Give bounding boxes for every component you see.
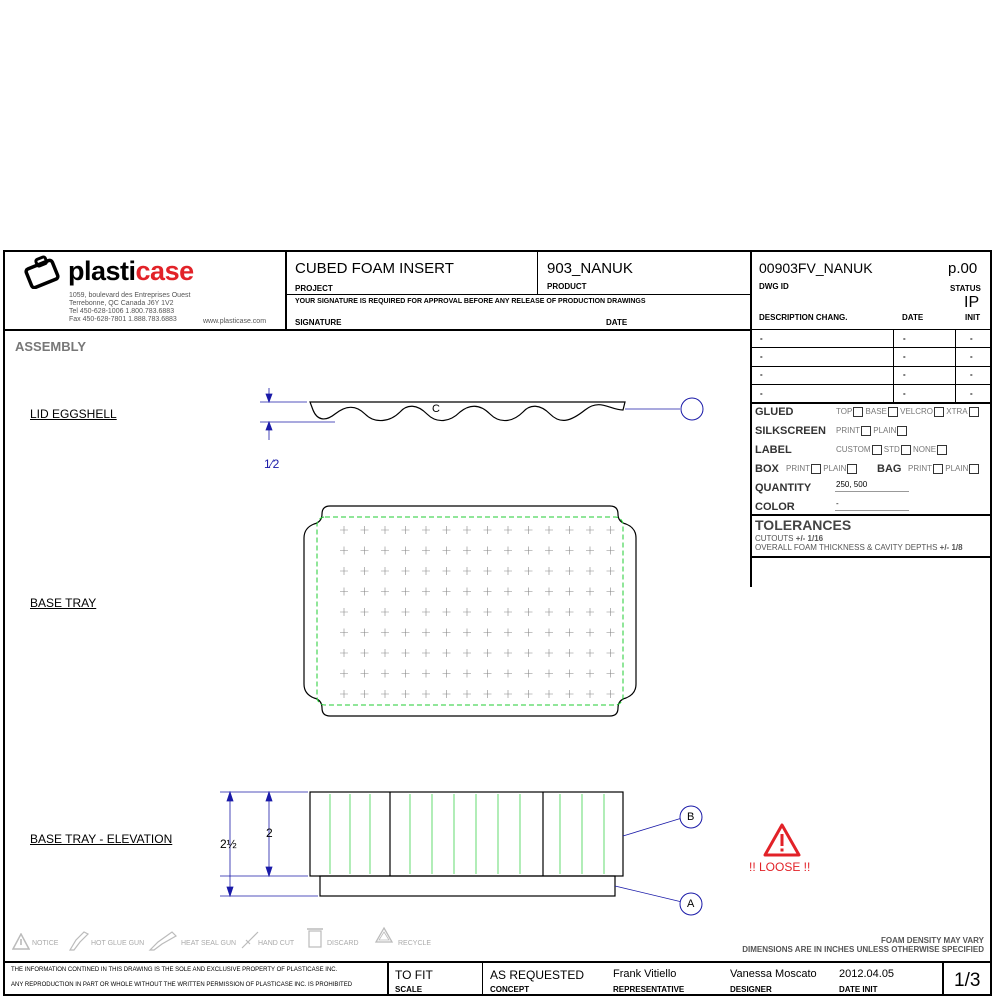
hot-glue-gun-icon: [68, 928, 90, 952]
grid-cross-mark: [545, 608, 553, 616]
grid-cross-mark: [566, 670, 574, 678]
divider-v: [955, 330, 956, 402]
revision-init: -: [970, 370, 973, 379]
grid-cross-mark: [525, 567, 533, 575]
signature-label: SIGNATURE: [295, 318, 342, 327]
revision-date: -: [903, 352, 906, 361]
grid-cross-mark: [566, 547, 574, 555]
revision-init: -: [970, 389, 973, 398]
grid-cross-mark: [381, 608, 389, 616]
brand-name: plasticase: [68, 256, 194, 286]
dwg-id-label: DWG ID: [759, 282, 789, 291]
description-change-label: DESCRIPTION CHANG.: [759, 313, 848, 322]
grid-cross-mark: [361, 567, 369, 575]
quantity-value: 250, 500: [836, 480, 868, 489]
divider-v: [942, 962, 944, 996]
view-label-base: BASE TRAY: [30, 596, 97, 610]
grid-cross-mark: [484, 526, 492, 534]
grid-cross-mark: [463, 547, 471, 555]
grid-cross-mark: [525, 690, 533, 698]
grid-cross-mark: [422, 567, 430, 575]
revision-date: -: [903, 389, 906, 398]
grid-cross-mark: [566, 608, 574, 616]
glued-options: TOP BASE VELCRO XTRA: [836, 407, 979, 417]
box-label: BOX: [755, 463, 779, 475]
project-value: CUBED FOAM INSERT: [295, 260, 454, 277]
silkscreen-options: PRINT PLAIN: [836, 426, 907, 436]
grid-cross-mark: [545, 547, 553, 555]
grid-cross-mark: [402, 526, 410, 534]
grid-cross-mark: [525, 547, 533, 555]
grid-cross-mark: [361, 649, 369, 657]
signature-date-label: DATE: [606, 318, 628, 327]
grid-cross-mark: [340, 670, 348, 678]
bag-print-checkbox[interactable]: [933, 464, 943, 474]
quantity-underline: [835, 491, 909, 492]
page-number: p.00: [948, 260, 978, 277]
grid-cross-mark: [484, 608, 492, 616]
glued-velcro-checkbox[interactable]: [934, 407, 944, 417]
scale-label: SCALE: [395, 985, 423, 994]
grid-cross-mark: [422, 629, 430, 637]
grid-cross-mark: [586, 649, 594, 657]
project-label: PROJECT: [295, 284, 333, 293]
briefcase-logo-icon: [24, 253, 64, 289]
grid-cross-mark: [525, 629, 533, 637]
grid-cross-mark: [402, 670, 410, 678]
grid-cross-mark: [607, 547, 615, 555]
representative-value: Frank Vitiello: [613, 968, 677, 980]
grid-cross-mark: [361, 690, 369, 698]
revision-desc: -: [760, 389, 763, 398]
grid-cross-mark: [545, 629, 553, 637]
recycle-icon: [372, 926, 396, 948]
dim-elevation-foam: 2: [266, 826, 273, 840]
base-tray-elevation-drawing: [210, 782, 710, 922]
grid-cross-mark: [463, 567, 471, 575]
grid-cross-mark: [422, 526, 430, 534]
grid-cross-mark: [607, 690, 615, 698]
header-divider: [3, 329, 751, 331]
concept-label: CONCEPT: [490, 985, 530, 994]
grid-cross-mark: [422, 547, 430, 555]
grid-cross-mark: [443, 670, 451, 678]
callout-b: B: [687, 811, 695, 823]
legend-hand-cut: HAND CUT: [258, 940, 295, 947]
grid-cross-mark: [402, 608, 410, 616]
grid-cross-mark: [484, 629, 492, 637]
signature-notice: YOUR SIGNATURE IS REQUIRED FOR APPROVAL BEFORE ANY RELEASE OF PRODUCTION DRAWINGS: [295, 298, 646, 305]
grid-cross-mark: [361, 588, 369, 596]
grid-cross-mark: [545, 567, 553, 575]
grid-cross-mark: [422, 649, 430, 657]
grid-cross-mark: [504, 526, 512, 534]
grid-cross-mark: [422, 588, 430, 596]
grid-cross-mark: [381, 629, 389, 637]
grid-cross-mark: [381, 547, 389, 555]
grid-cross-mark: [504, 608, 512, 616]
product-label: PRODUCT: [547, 282, 587, 291]
view-label-elevation: BASE TRAY - ELEVATION: [30, 832, 173, 846]
grid-cross-mark: [422, 608, 430, 616]
grid-cross-mark: [566, 629, 574, 637]
grid-cross-mark: [525, 670, 533, 678]
grid-cross-mark: [340, 588, 348, 596]
grid-cross-mark: [340, 567, 348, 575]
grid-cross-mark: [443, 690, 451, 698]
lid-eggshell-drawing: [255, 384, 715, 454]
revision-init: -: [970, 334, 973, 343]
grid-cross-mark: [361, 608, 369, 616]
grid-cross-mark: [340, 608, 348, 616]
grid-cross-mark: [566, 690, 574, 698]
heat-seal-gun-icon: [148, 928, 178, 952]
grid-cross-mark: [463, 629, 471, 637]
grid-cross-mark: [484, 567, 492, 575]
grid-cross-mark: [340, 526, 348, 534]
grid-cross-mark: [463, 608, 471, 616]
grid-cross-mark: [402, 629, 410, 637]
base-tray-drawing: [300, 500, 640, 722]
grid-cross-mark: [340, 690, 348, 698]
discard-bin-icon: [306, 925, 324, 949]
grid-cross-mark: [484, 670, 492, 678]
grid-cross-mark: [463, 670, 471, 678]
grid-cross-mark: [504, 670, 512, 678]
grid-cross-mark: [586, 547, 594, 555]
grid-cross-mark: [566, 588, 574, 596]
label-none-checkbox[interactable]: [937, 445, 947, 455]
grid-cross-mark: [340, 629, 348, 637]
status-value: IP: [964, 294, 980, 311]
label-label: LABEL: [755, 444, 792, 456]
grid-cross-mark: [340, 547, 348, 555]
company-website: www.plasticase.com: [203, 318, 267, 325]
grid-cross-mark: [402, 588, 410, 596]
quantity-label: QUANTITY: [755, 482, 812, 494]
divider-v: [750, 250, 752, 587]
company-logo: [24, 253, 64, 294]
grid-cross-mark: [586, 608, 594, 616]
grid-cross-mark: [484, 547, 492, 555]
grid-cross-mark: [504, 649, 512, 657]
grid-cross-mark: [381, 690, 389, 698]
grid-cross-mark: [422, 670, 430, 678]
date-init-value: 2012.04.05: [839, 968, 895, 980]
grid-cross-mark: [381, 588, 389, 596]
silkscreen-plain-checkbox[interactable]: [897, 426, 907, 436]
grid-cross-mark: [443, 526, 451, 534]
grid-cross-mark: [504, 690, 512, 698]
revision-init-label: INIT: [965, 313, 981, 322]
grid-cross-mark: [586, 526, 594, 534]
dwg-id-value: 00903FV_NANUK: [759, 260, 873, 276]
dimension-notice: FOAM DENSITY MAY VARY DIMENSIONS ARE IN INCHES UNLESS OTHERWISE SPECIFIED: [742, 936, 984, 954]
grid-cross-mark: [607, 567, 615, 575]
tolerances-cutouts: CUTOUTS +/- 1/16: [755, 534, 824, 543]
designer-value: Vanessa Moscato: [730, 968, 817, 980]
grid-cross-mark: [545, 670, 553, 678]
grid-cross-mark: [525, 608, 533, 616]
grid-cross-mark: [463, 690, 471, 698]
revision-date: -: [903, 370, 906, 379]
color-label: COLOR: [755, 501, 795, 513]
divider-v: [387, 962, 389, 996]
legend-discard: DISCARD: [327, 940, 359, 947]
box-plain-checkbox[interactable]: [847, 464, 857, 474]
grid-cross-mark: [340, 649, 348, 657]
grid-cross-mark: [607, 526, 615, 534]
grid-cross-mark: [463, 526, 471, 534]
grid-cross-mark: [443, 629, 451, 637]
grid-cross-mark: [607, 588, 615, 596]
grid-cross-mark: [361, 670, 369, 678]
color-underline: [835, 510, 909, 511]
dim-lid-thickness: 1⁄2: [264, 457, 280, 471]
legend-hot-glue: HOT GLUE GUN: [91, 940, 145, 947]
grid-cross-mark: [402, 547, 410, 555]
grid-cross-mark: [504, 547, 512, 555]
grid-cross-mark: [545, 690, 553, 698]
sheet-number: 1/3: [954, 970, 981, 991]
tolerances-thickness: OVERALL FOAM THICKNESS & CAVITY DEPTHS +/- 1/8: [755, 543, 963, 552]
grid-cross-mark: [443, 649, 451, 657]
grid-cross-mark: [484, 690, 492, 698]
grid-cross-mark: [586, 588, 594, 596]
grid-cross-mark: [504, 567, 512, 575]
glued-base-checkbox[interactable]: [888, 407, 898, 417]
company-address: 1059, boulevard des Entreprises Ouest Terrebonne, QC Canada J6Y 1V2 Tel 450-628-1006 1.800.783.6883 Fax 450-628-7801 1.888.783.6883: [69, 292, 191, 323]
grid-cross-mark: [381, 670, 389, 678]
grid-cross-mark: [443, 588, 451, 596]
grid-cross-mark: [443, 567, 451, 575]
legal-notice-2: ANY REPRODUCTION IN PART OR WHOLE WITHOUT THE WRITTEN PERMISSION OF PLASTICASE INC. IS PROHIBITED: [11, 982, 353, 988]
silkscreen-label: SILKSCREEN: [755, 425, 826, 437]
grid-cross-mark: [422, 690, 430, 698]
grid-cross-mark: [443, 547, 451, 555]
view-label-lid: LID EGGSHELL: [30, 407, 117, 421]
label-std-checkbox[interactable]: [901, 445, 911, 455]
hand-cut-icon: [240, 930, 260, 950]
divider-h: [751, 514, 992, 516]
legal-notice-1: THE INFORMATION CONTINED IN THIS DRAWING IS THE SOLE AND EXCLUSIVE PROPERTY OF PLASTICASE INC.: [11, 967, 338, 973]
grid-cross-mark: [484, 649, 492, 657]
grid-cross-mark: [586, 670, 594, 678]
divider-h: [751, 402, 991, 404]
designer-label: DESIGNER: [730, 985, 772, 994]
grid-cross-mark: [586, 629, 594, 637]
legend-recycle: RECYCLE: [398, 940, 432, 947]
product-value: 903_NANUK: [547, 260, 633, 277]
revision-desc: -: [760, 370, 763, 379]
grid-cross-mark: [381, 649, 389, 657]
divider-v: [285, 250, 287, 330]
grid-cross-mark: [361, 526, 369, 534]
box-print-checkbox[interactable]: [811, 464, 821, 474]
concept-value: AS REQUESTED: [490, 968, 585, 982]
grid-cross-mark: [443, 608, 451, 616]
legend-notice: NOTICE: [32, 940, 59, 947]
grid-cross-mark: [381, 567, 389, 575]
grid-cross-mark: [545, 588, 553, 596]
grid-cross-mark: [545, 649, 553, 657]
warning-icon: [762, 822, 802, 858]
grid-cross-mark: [566, 649, 574, 657]
grid-cross-mark: [607, 629, 615, 637]
grid-cross-mark: [463, 649, 471, 657]
grid-cross-mark: [525, 649, 533, 657]
grid-cross-mark: [566, 526, 574, 534]
divider-h: [750, 556, 992, 558]
revision-date-label: DATE: [902, 313, 924, 322]
grid-cross-mark: [361, 547, 369, 555]
legend-heat-seal: HEAT SEAL GUN: [181, 940, 237, 947]
dim-elevation-total: 2½: [220, 837, 237, 851]
divider-h: [286, 294, 750, 295]
divider-v: [893, 330, 894, 402]
glued-top-checkbox[interactable]: [853, 407, 863, 417]
silkscreen-print-checkbox[interactable]: [861, 426, 871, 436]
revision-desc: -: [760, 352, 763, 361]
grid-cross-mark: [566, 567, 574, 575]
divider-v: [482, 962, 483, 996]
grid-cross-mark: [586, 567, 594, 575]
representative-label: REPRESENTATIVE: [613, 985, 685, 994]
grid-cross-mark: [504, 629, 512, 637]
grid-cross-mark: [607, 608, 615, 616]
grid-cross-mark: [525, 588, 533, 596]
grid-cross-mark: [361, 629, 369, 637]
divider-v: [537, 250, 538, 294]
revision-date: -: [903, 334, 906, 343]
bag-options: PRINT PLAIN: [908, 464, 979, 474]
grid-cross-mark: [381, 526, 389, 534]
callout-a: A: [687, 898, 695, 910]
footer-divider: [3, 961, 992, 963]
callout-c: C: [432, 403, 440, 415]
notice-icon: [12, 933, 30, 950]
section-title: ASSEMBLY: [15, 339, 87, 354]
label-custom-checkbox[interactable]: [872, 445, 882, 455]
revision-desc: -: [760, 334, 763, 343]
grid-cross-mark: [525, 526, 533, 534]
grid-cross-mark: [402, 567, 410, 575]
status-label: STATUS: [950, 284, 981, 293]
date-init-label: DATE INIT: [839, 985, 878, 994]
grid-cross-mark: [607, 649, 615, 657]
tolerances-title: TOLERANCES: [755, 517, 852, 533]
bag-label: BAG: [877, 463, 902, 475]
grid-cross-mark: [504, 588, 512, 596]
scale-value: TO FIT: [395, 968, 433, 982]
grid-cross-mark: [607, 670, 615, 678]
bag-plain-checkbox[interactable]: [969, 464, 979, 474]
glued-xtra-checkbox[interactable]: [969, 407, 979, 417]
grid-cross-mark: [402, 649, 410, 657]
grid-cross-mark: [484, 588, 492, 596]
glued-label: GLUED: [755, 406, 794, 418]
box-options: PRINT PLAIN: [786, 464, 857, 474]
color-value: -: [836, 499, 839, 508]
grid-cross-mark: [545, 526, 553, 534]
grid-cross-mark: [586, 690, 594, 698]
label-options: CUSTOM STD NONE: [836, 445, 947, 455]
grid-cross-mark: [463, 588, 471, 596]
revision-init: -: [970, 352, 973, 361]
grid-cross-mark: [402, 690, 410, 698]
loose-warning: !! LOOSE !!: [749, 860, 811, 874]
